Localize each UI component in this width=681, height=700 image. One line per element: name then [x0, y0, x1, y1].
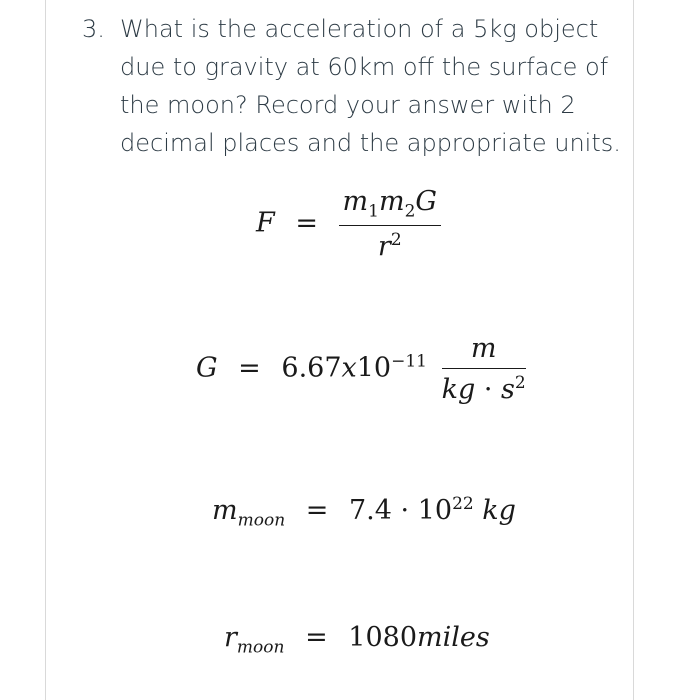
g-unit-fraction: [442, 333, 526, 405]
dot-operator: ·: [400, 495, 410, 526]
g-mantissa: 6.67: [281, 352, 342, 384]
gravity-constant-symbol: G: [415, 186, 437, 217]
mass-symbol: m: [212, 495, 238, 526]
kg-unit: kg: [441, 374, 476, 405]
g-exponent: −11: [391, 351, 427, 372]
mass1-symbol: m: [342, 186, 369, 217]
g-unit-denominator: [442, 369, 526, 405]
times-x: x: [341, 352, 357, 384]
mass1-subscript: 1: [368, 201, 379, 222]
radius-exponent: 2: [390, 230, 402, 251]
question-block: [82, 10, 622, 162]
radius-value: 1080: [348, 622, 417, 653]
radius-symbol: r: [224, 622, 237, 653]
g-unit-numerator: m: [442, 333, 526, 369]
equals-sign: =: [238, 352, 261, 384]
dot-operator: ·: [483, 374, 493, 405]
question-card: [45, 0, 634, 700]
seconds-unit: s: [501, 374, 515, 405]
formula-force: [256, 186, 441, 262]
force-denominator: [339, 226, 441, 262]
equals-sign: =: [295, 207, 318, 239]
question-number: 3.: [82, 15, 105, 43]
force-symbol: F: [256, 207, 275, 239]
mass-unit: kg: [482, 495, 516, 526]
mass2-subscript: 2: [404, 201, 416, 222]
formula-moon-mass: [212, 494, 516, 530]
question-text: What is the acceleration of a 5kg object due to gravity at 60km off the surface of the moon? Record your answer with 2 decimal places and the appropriate units.: [120, 15, 621, 157]
mass-subscript: moon: [237, 510, 286, 531]
radius-subscript: moon: [236, 637, 285, 658]
mass2-symbol: m: [378, 186, 405, 217]
radius-unit: miles: [417, 622, 490, 653]
force-numerator: [339, 186, 441, 226]
equals-sign: =: [305, 495, 329, 526]
force-fraction: [339, 186, 441, 262]
equals-sign: =: [305, 622, 328, 653]
mass-exponent: 22: [452, 494, 474, 514]
mass-base: 10: [417, 495, 453, 526]
radius-symbol: r: [377, 231, 391, 263]
seconds-exponent: 2: [514, 373, 526, 393]
g-base: 10: [356, 352, 392, 384]
formula-gravity-constant: [196, 333, 526, 405]
g-symbol: G: [196, 352, 218, 384]
mass-mantissa: 7.4: [348, 495, 392, 526]
formula-moon-radius: [224, 622, 490, 657]
